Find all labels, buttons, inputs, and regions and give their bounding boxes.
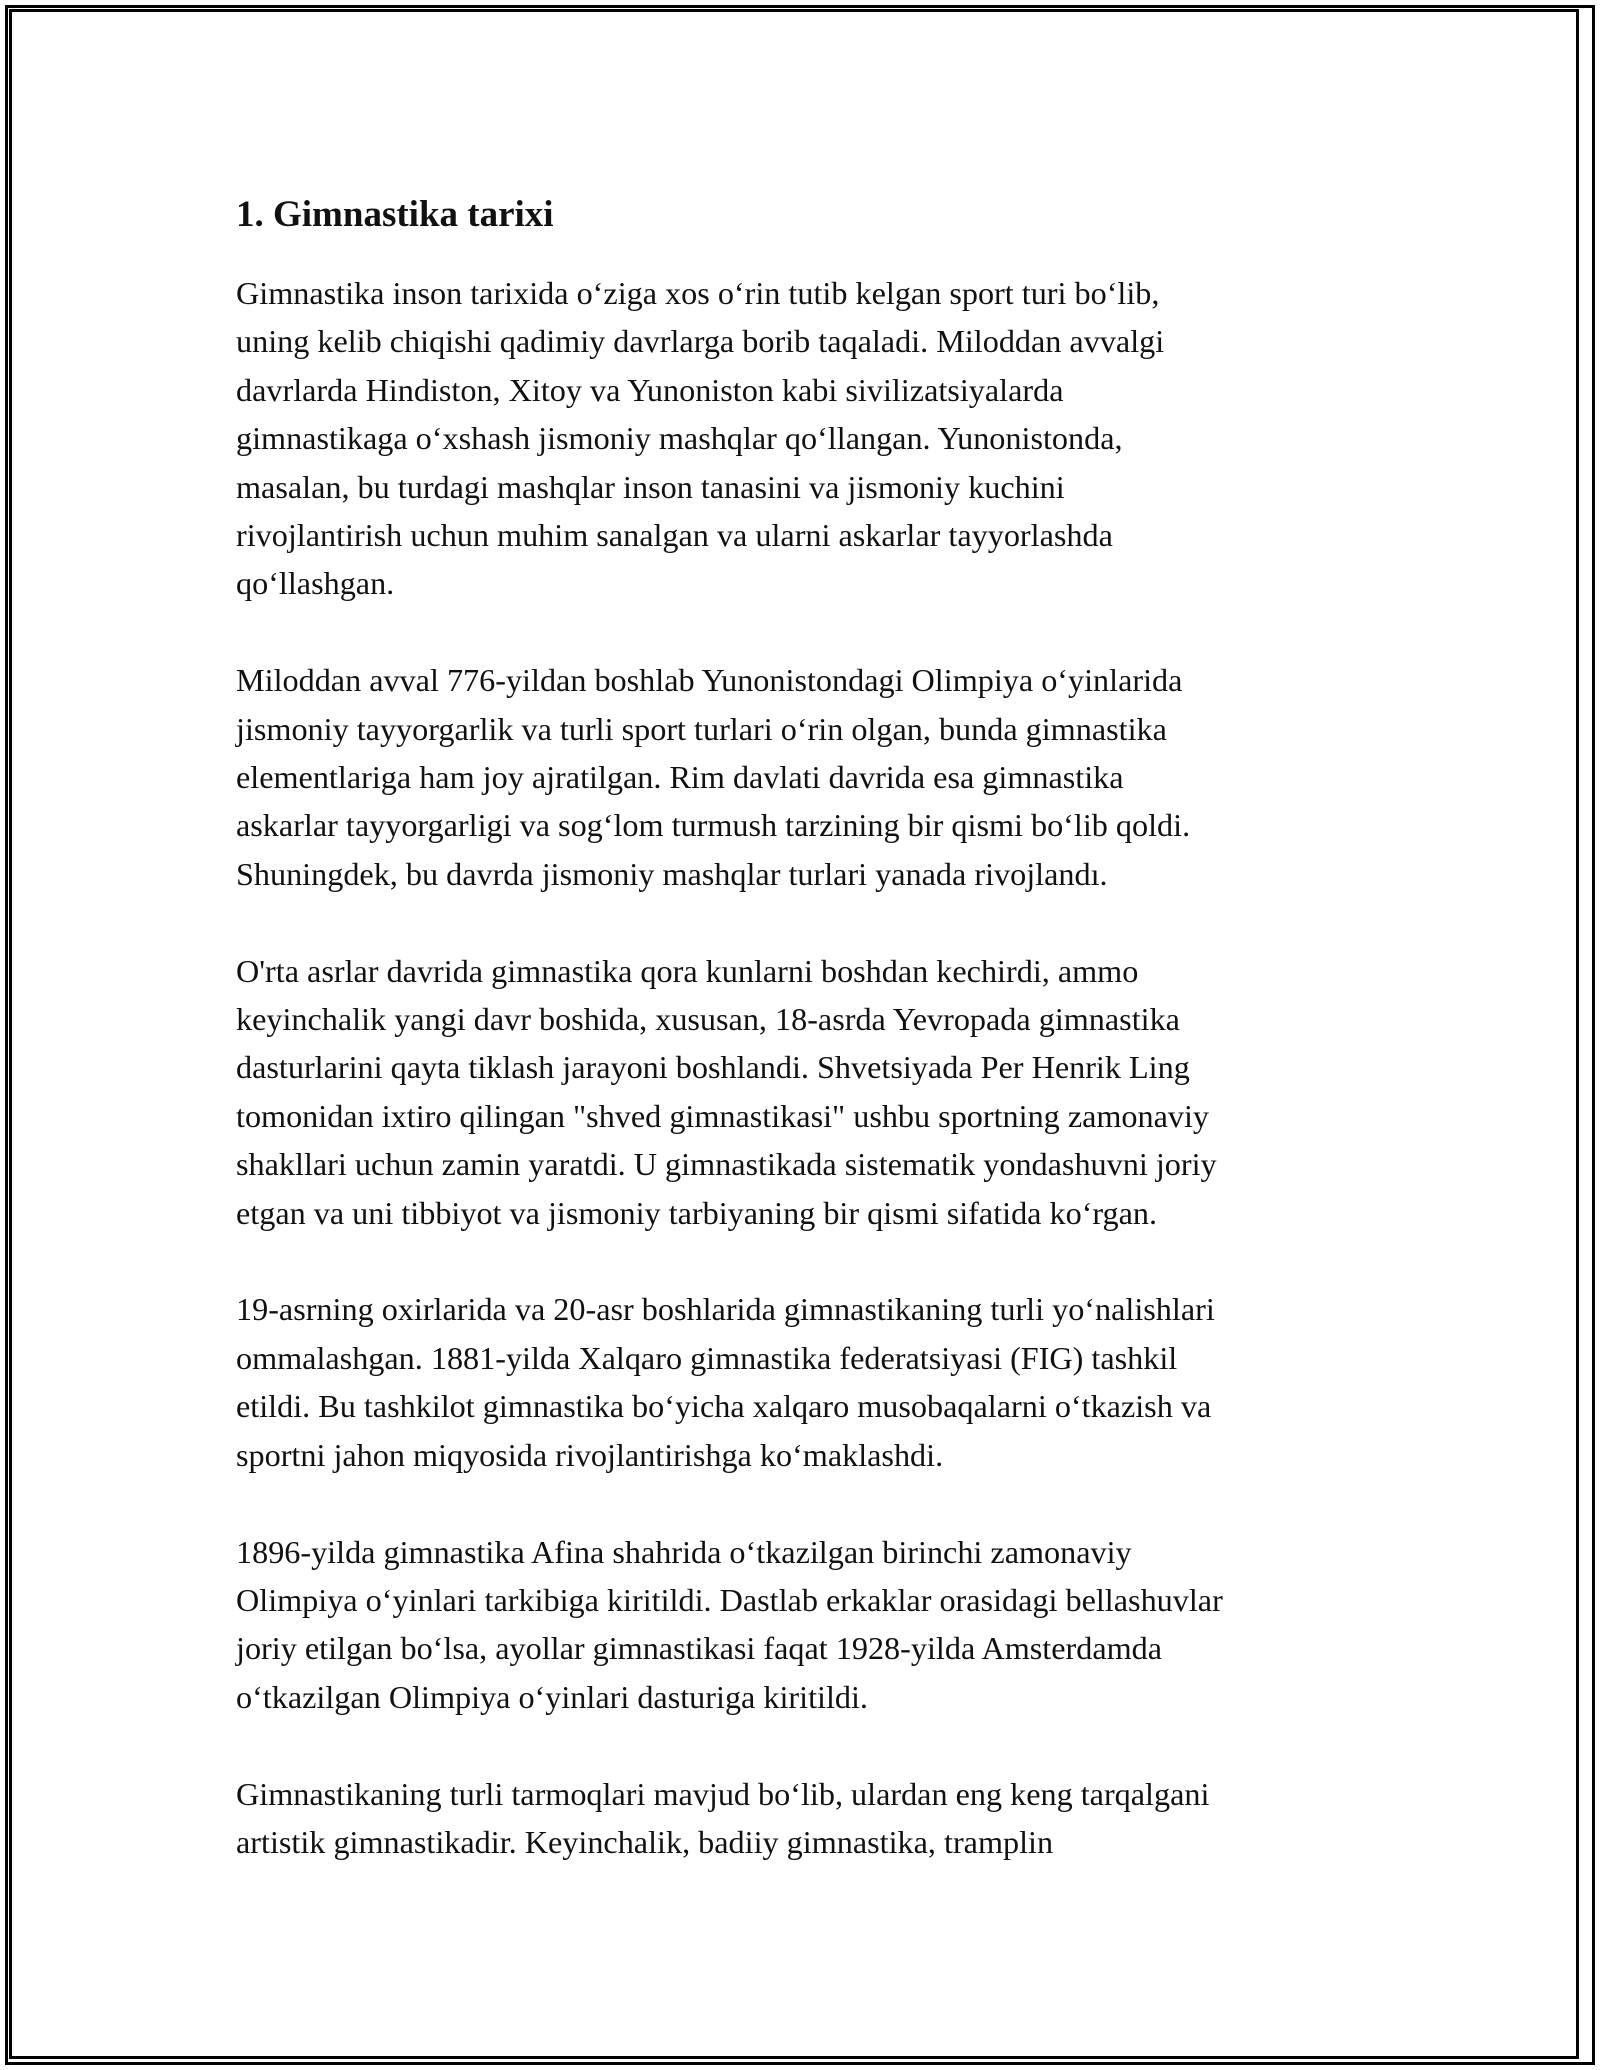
text-line: masalan, bu turdagi mashqlar inson tanasini va jismoniy kuchini <box>236 468 1065 505</box>
paragraph-6 <box>236 1770 1368 1867</box>
text-line: askarlar tayyorgarligi va sog‘lom turmush tarzining bir qismi bo‘lib qoldi. <box>236 807 1191 844</box>
text-line: uning kelib chiqishi qadimiy davrlarga borib taqaladi. Miloddan avvalgi <box>236 323 1165 360</box>
text-line: etildi. Bu tashkilot gimnastika bo‘yicha xalqaro musobaqalarni o‘tkazish va <box>236 1388 1212 1425</box>
text-line: rivojlantirish uchun muhim sanalgan va ularni askarlar tayyorlashda <box>236 517 1113 554</box>
text-line: jismoniy tayyorgarlik va turli sport turlari o‘rin olgan, bunda gimnastika <box>236 710 1167 747</box>
text-line: sportni jahon miqyosida rivojlantirishga ko‘maklashdi. <box>236 1436 944 1473</box>
text-line: Olimpiya o‘yinlari tarkibiga kiritildi. Dastlab erkaklar orasidagi bellashuvlar <box>236 1581 1223 1618</box>
section-heading: 1. Gimnastika tarixi <box>236 194 554 235</box>
paragraph-5 <box>236 1528 1368 1722</box>
text-line: gimnastikaga o‘xshash jismoniy mashqlar qo‘llangan. Yunonistonda, <box>236 420 1123 457</box>
text-line: 1896-yilda gimnastika Afina shahrida o‘tkazilgan birinchi zamonaviy <box>236 1533 1132 1570</box>
text-line: qo‘llashgan. <box>236 565 395 602</box>
text-line: keyinchalik yangi davr boshida, xususan, 18-asrda Yevropada gimnastika <box>236 1001 1180 1038</box>
text-line: o‘tkazilgan Olimpiya o‘yinlari dasturiga kiritildi. <box>236 1678 868 1715</box>
document-body <box>236 186 1368 1915</box>
text-line: Miloddan avval 776-yildan boshlab Yunonistondagi Olimpiya o‘yinlarida <box>236 662 1183 699</box>
text-line: elementlariga ham joy ajratilgan. Rim davlati davrida esa gimnastika <box>236 759 1124 796</box>
text-line: ommalashgan. 1881-yilda Xalqaro gimnastika federatsiyasi (FIG) tashkil <box>236 1339 1178 1376</box>
text-line: davrlarda Hindiston, Xitoy va Yunoniston kabi sivilizatsiyalarda <box>236 371 1064 408</box>
text-line: joriy etilgan bo‘lsa, ayollar gimnastikasi faqat 1928-yilda Amsterdamda <box>236 1630 1163 1667</box>
text-line: 19-asrning oxirlarida va 20-asr boshlarida gimnastikaning turli yo‘nalishlari <box>236 1291 1215 1328</box>
text-line: Gimnastika inson tarixida o‘ziga xos o‘rin tutib kelgan sport turi bo‘lib, <box>236 275 1160 311</box>
text-line: etgan va uni tibbiyot va jismoniy tarbiyaning bir qismi sifatida ko‘rgan. <box>236 1194 1158 1231</box>
text-line: O'rta asrlar davrida gimnastika qora kunlarni boshdan kechirdi, ammo <box>236 952 1139 989</box>
text-line: Shuningdek, bu davrda jismoniy mashqlar turlari yanada rivojlandı. <box>236 855 1108 892</box>
text-line: dasturlarini qayta tiklash jarayoni boshlandi. Shvetsiyada Per Henrik Ling <box>236 1049 1190 1086</box>
text-line: tomonidan ixtiro qilingan "shved gimnastikasi" ushbu sportning zamonaviy <box>236 1097 1210 1134</box>
text-line: Gimnastikaning turli tarmoqlari mavjud bo‘lib, ulardan eng keng tarqalgani <box>236 1775 1210 1812</box>
paragraph-2 <box>236 656 1368 898</box>
text-line: shakllari uchun zamin yaratdi. U gimnastikada sistematik yondashuvni joriy <box>236 1146 1217 1183</box>
text-line: artistik gimnastikadir. Keyinchalik, badiiy gimnastika, tramplin <box>236 1823 1054 1860</box>
paragraph-1 <box>236 269 1368 608</box>
paragraph-3 <box>236 947 1368 1237</box>
paragraph-4 <box>236 1285 1368 1479</box>
